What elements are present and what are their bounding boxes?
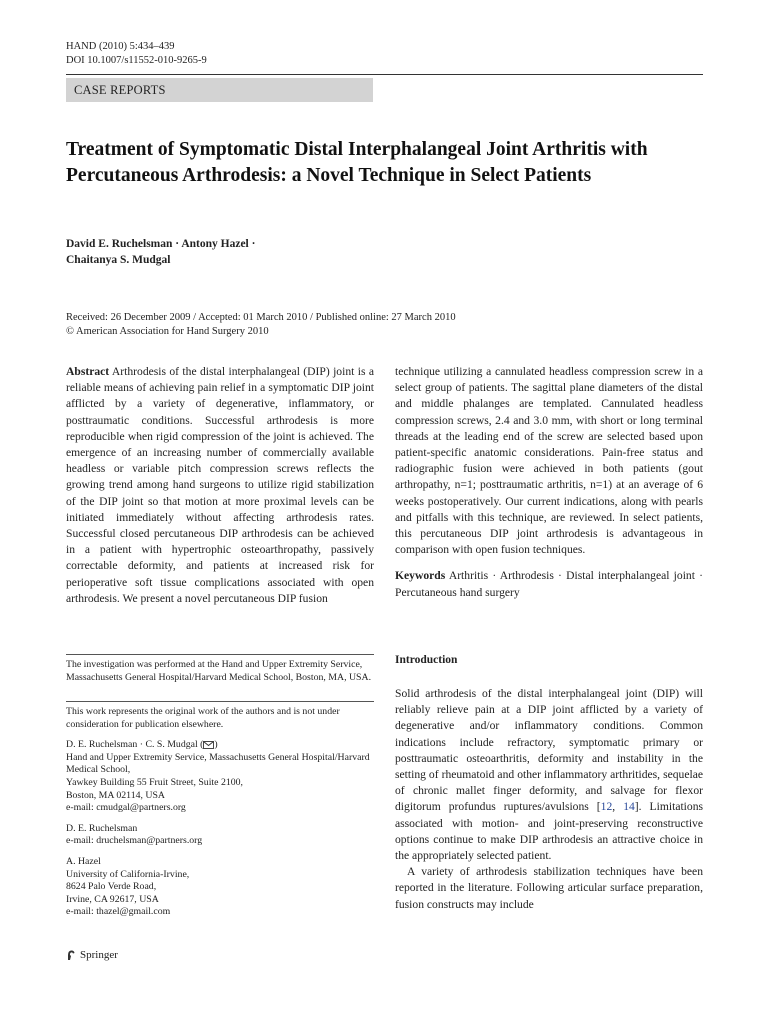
citation-link-14[interactable]: 14: [623, 800, 635, 814]
abstract-text-right: technique utilizing a cannulated headless compression screw in a select group of patients. The sagittal plane diameters of the distal and middle phalanges are templated. Cannulated headless compression screws, 2.4 and 3.0 mm, with short or long terminal threads at the leading end of the screw are selected based upon patient-specific anatomic considerations. Pain-free status and radiographic fusion were achieved in both patients (gout arthropathy, n=1; posttraumatic arthritis, n=1) at an average of 6 weeks postoperatively. Our current indications, along with pearls and pitfalls with this technique, are reviewed. In select patients, this percutaneous DIP joint arthrodesis is advantageous in comparison with open fusion techniques.: [395, 365, 703, 557]
address-1-names-close: ): [214, 739, 218, 751]
copyright-line: © American Association for Hand Surgery 2010: [66, 326, 269, 337]
author-list: [66, 236, 466, 268]
intro-paragraph-2: A variety of arthrodesis stabilization techniques have been reported in the literature. Following articular surface preparation, fusion constructs may include: [395, 865, 703, 911]
address-1-names: [66, 739, 374, 752]
publisher-footer: [66, 949, 118, 961]
intro-paragraph-1: [395, 686, 703, 864]
abstract-label: Abstract: [66, 365, 110, 378]
address-3-email[interactable]: e-mail: thazel@gmail.com: [66, 906, 171, 918]
address-1-names-text: D. E. Ruchelsman · C. S. Mudgal (: [66, 739, 204, 751]
footnote-investigation: [66, 659, 374, 684]
address-1-email[interactable]: e-mail: cmudgal@partners.org: [66, 802, 186, 814]
publisher-name: Springer: [80, 949, 118, 961]
article-title: Treatment of Symptomatic Distal Interphalangeal Joint Arthritis with Percutaneous Arthrodesis: a Novel Technique in Select Patients: [66, 139, 648, 186]
address-3-line-2: 8624 Palo Verde Road,: [66, 881, 157, 893]
envelope-icon: [203, 741, 214, 749]
authors-line-2: Chaitanya S. Mudgal: [66, 254, 171, 266]
abstract-text-left: Arthrodesis of the distal interphalangeal (DIP) joint is a reliable means of achieving pain relief in a symptomatic DIP joint afflicted by a variety of degenerative, inflammatory, or posttraumatic conditions. Successful arthrodesis is more reproducible when rigid compression of the joint is achieved. The emergence of an increasing number of commercially available headless or variable pitch compression screws reflects the growing trend among hand surgeons to utilize rigid stabilization of the DIP joint so that motion at more proximal levels can be initiated immediately without affecting arthrodesis rates. Successful closed percutaneous DIP arthrodesis can be achieved in a patient with hypertrophic osteoarthropathy, passively correctable deformity, and patients at increased risk for perioperative soft tissue complications associated with open arthrodesis. We present a novel percutaneous DIP fusion: [66, 365, 374, 605]
keywords: [395, 568, 703, 600]
introduction-heading: Introduction: [395, 654, 458, 666]
authors-line-1: David E. Ruchelsman · Antony Hazel ·: [66, 238, 256, 250]
doi: DOI 10.1007/s11552-010-9265-9: [66, 55, 207, 66]
abstract-right-column: [395, 364, 703, 601]
original-work-note: This work represents the original work of the authors and is not under consideration for publication elsewhere.: [66, 706, 340, 730]
investigation-note: The investigation was performed at the Hand and Upper Extremity Service, Massachusetts General Hospital/Harvard Medical School, Boston, MA, USA.: [66, 659, 372, 683]
intro-text-a: Solid arthrodesis of the distal interphalangeal joint (DIP) will reliably relieve pain at a DIP joint afflicted by a variety of degenerative and/or inflammatory conditions. Common indications include refractory, symptomatic primary or posttraumatic osteoarthritis, deformity and instability in the setting of rheumatoid and other inflammatory arthritides, sequelae of chronic mallet finger deformity, and salvage for flexor digitorum profundus ruptures/avulsions [: [395, 687, 703, 814]
keywords-text: Arthritis · Arthrodesis · Distal interphalangeal joint · Percutaneous hand surgery: [395, 569, 703, 599]
abstract-left-column: [66, 364, 374, 607]
footnote-affiliations: [66, 706, 374, 919]
address-3-name: A. Hazel: [66, 855, 101, 867]
publication-dates: Received: 26 December 2009 / Accepted: 01 March 2010 / Published online: 27 March 2010: [66, 312, 456, 323]
address-2-email[interactable]: e-mail: druchelsman@partners.org: [66, 835, 203, 847]
header-rule: [66, 74, 703, 75]
abstract-paragraph: [66, 364, 374, 607]
springer-horse-icon: [66, 949, 76, 961]
footnote-rule-mid: [66, 701, 374, 702]
footnote-rule-top: [66, 654, 374, 655]
address-1-line-1: Hand and Upper Extremity Service, Massachusetts General Hospital/Harvard Medical School,: [66, 751, 370, 776]
keywords-label: Keywords: [395, 569, 446, 583]
journal-info: [66, 40, 207, 68]
journal-citation: HAND (2010) 5:434–439: [66, 41, 175, 52]
address-1-line-3: Boston, MA 02114, USA: [66, 789, 165, 801]
article-history: [66, 311, 706, 339]
section-label: CASE REPORTS: [66, 78, 373, 102]
introduction-body: [395, 686, 703, 913]
address-1-line-2: Yawkey Building 55 Fruit Street, Suite 2100,: [66, 776, 243, 788]
citation-separator: ,: [612, 800, 624, 814]
address-3-line-3: Irvine, CA 92617, USA: [66, 893, 159, 905]
citation-link-12[interactable]: 12: [600, 800, 613, 814]
address-3-line-1: University of California-Irvine,: [66, 868, 190, 880]
address-2-name: D. E. Ruchelsman: [66, 822, 138, 834]
intro-text-b: ]. Limitations associated with motion- and joint-preserving reconstructive options continue to make DIP arthrodesis an attractive choice in the appropriately selected patient.: [395, 800, 704, 863]
